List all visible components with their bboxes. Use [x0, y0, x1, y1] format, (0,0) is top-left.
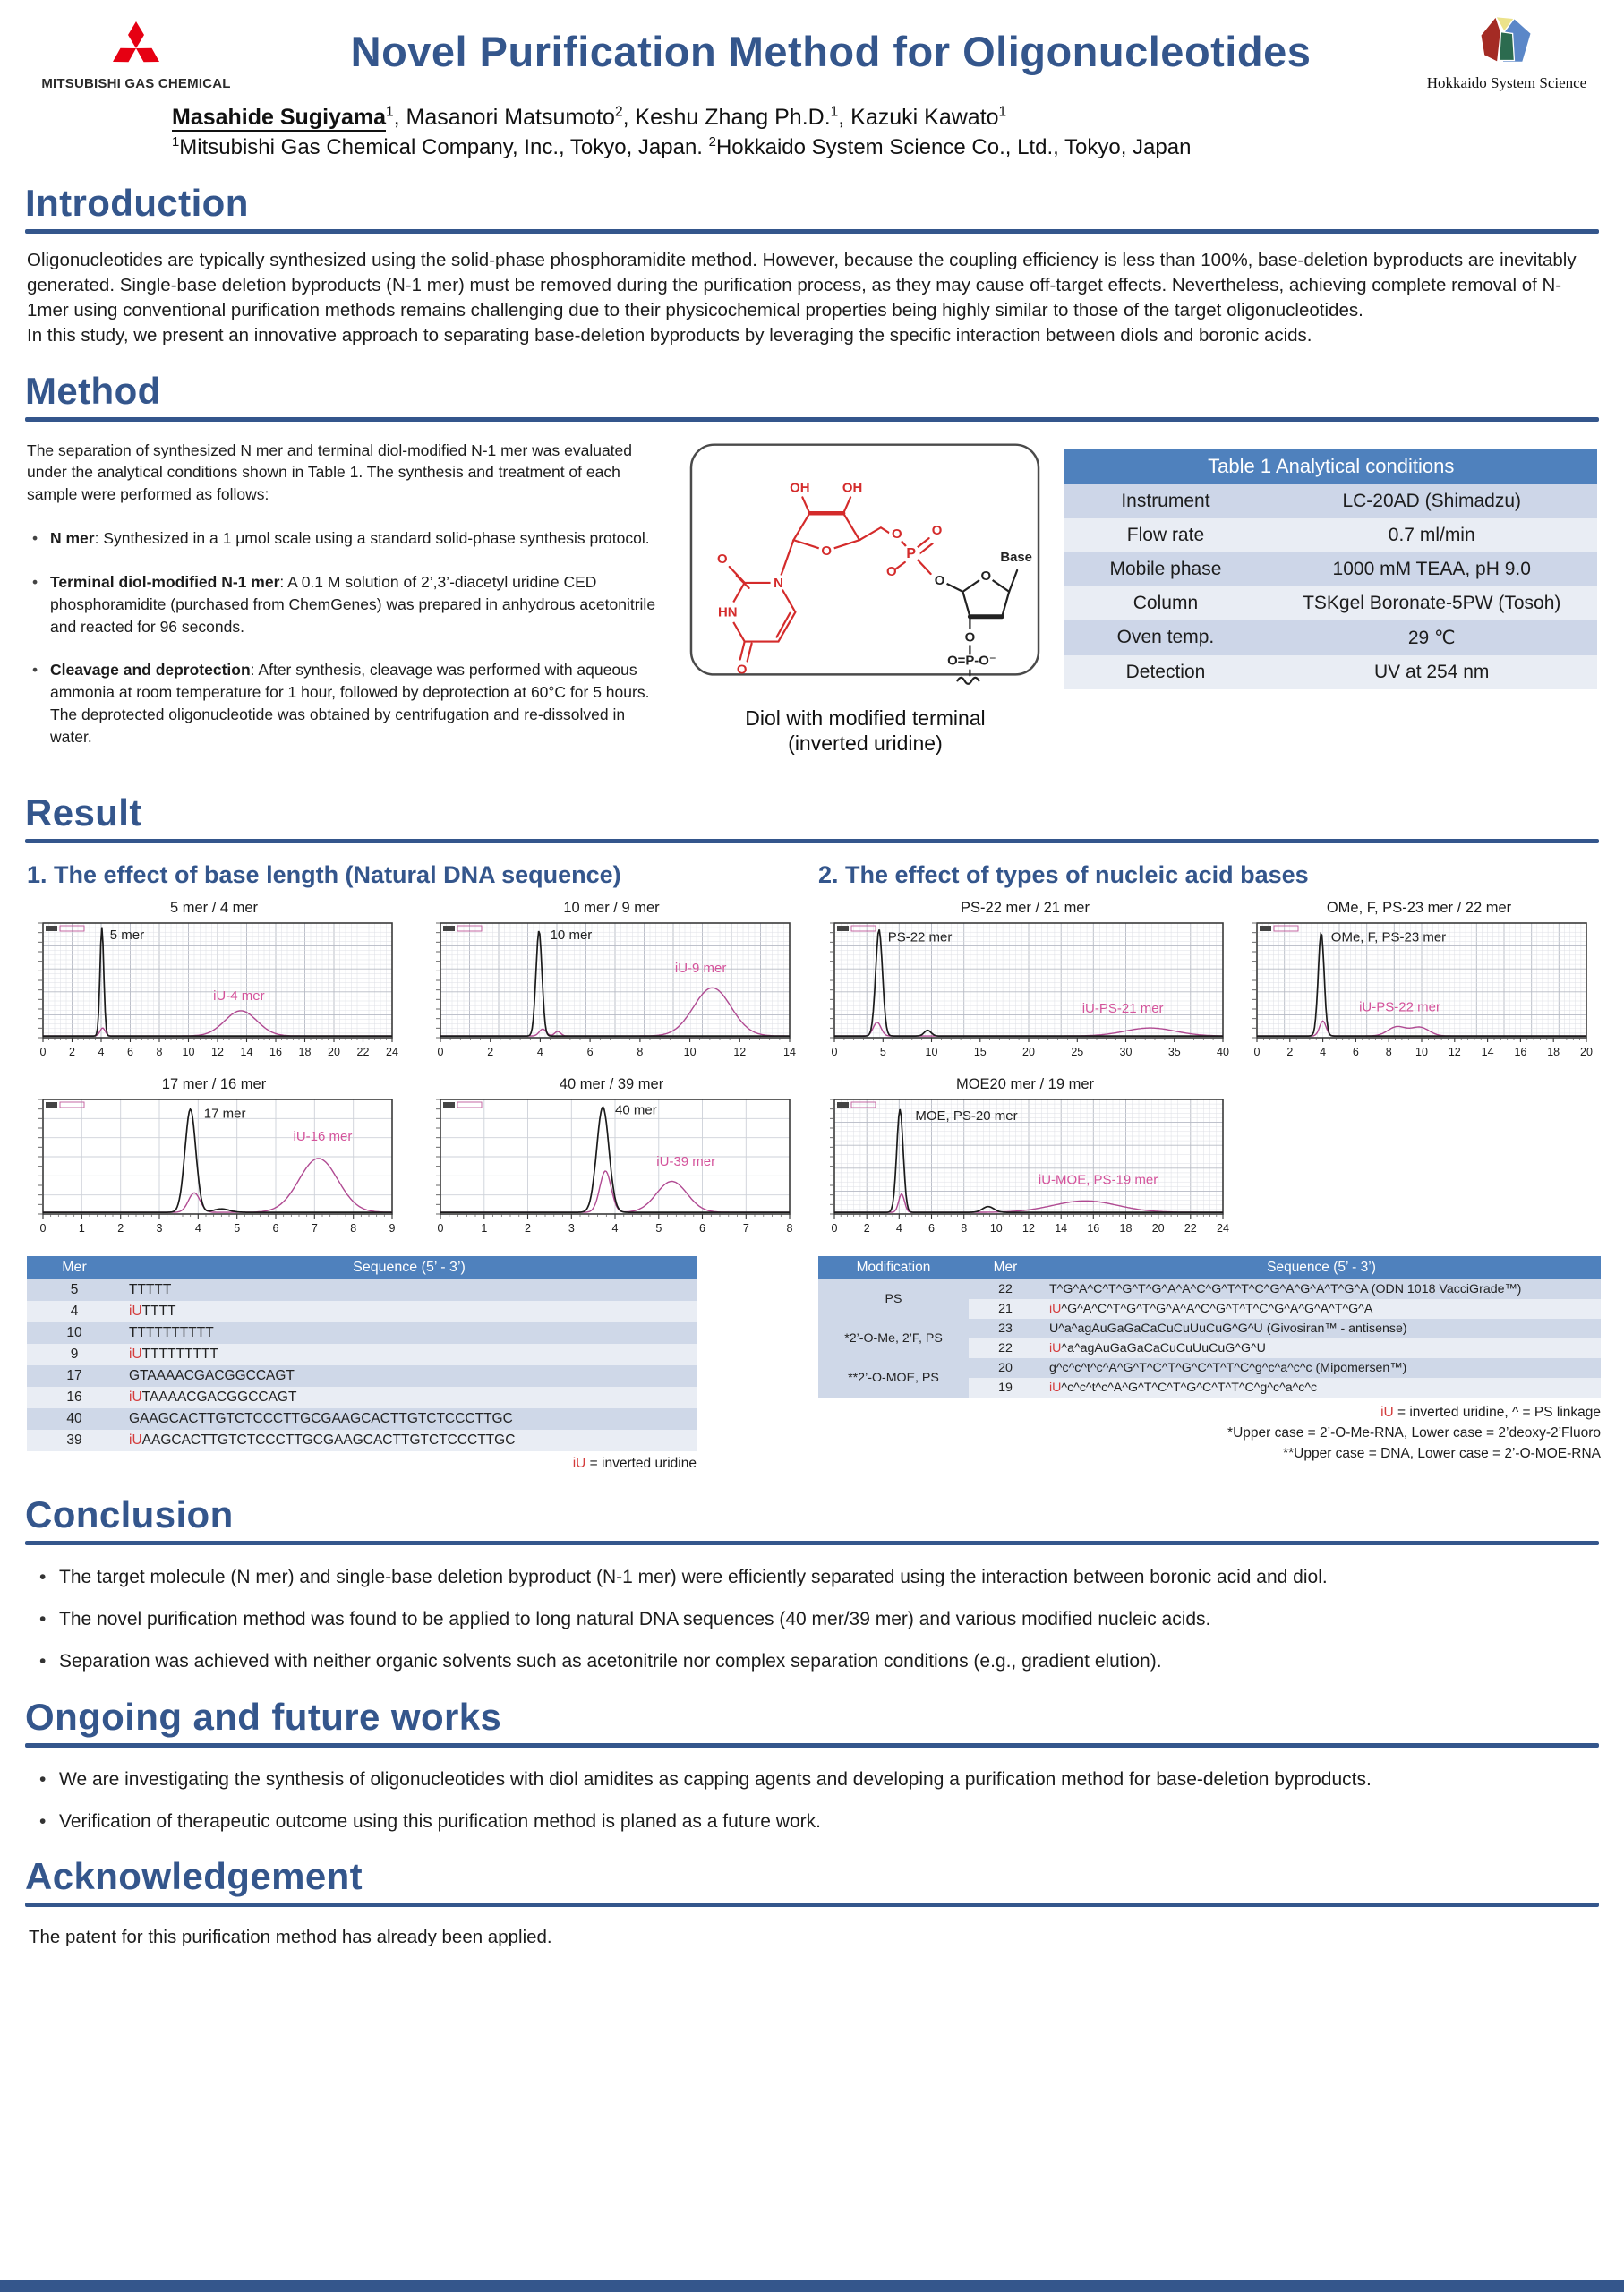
- chart-title: OMe, F, PS-23 mer / 22 mer: [1326, 899, 1512, 916]
- section-result: [0, 791, 1624, 1472]
- svg-text:22: 22: [1184, 1221, 1197, 1235]
- footnote-text: *Upper case = 2’-O-Me-RNA, Lower case = 2’deoxy-2’Fluoro: [1227, 1425, 1601, 1441]
- conclusion-heading: Conclusion: [25, 1492, 234, 1535]
- chart-title: 40 mer / 39 mer: [559, 1075, 664, 1092]
- table1-value: TSKgel Boronate-5PW (Tosoh): [1266, 586, 1597, 620]
- svg-text:22: 22: [356, 1045, 370, 1058]
- mer-cell: 16: [27, 1387, 122, 1408]
- iu-prefix: iU: [572, 1455, 586, 1471]
- chromatogram-plot: [818, 918, 1232, 1065]
- table-row: [1064, 620, 1597, 655]
- result-heading: Result: [25, 791, 142, 834]
- svg-text:Base: Base: [1000, 549, 1033, 565]
- table1-value: 29 ℃: [1266, 620, 1597, 655]
- sequence-text: GTAAAACGACGGCCAGT: [129, 1367, 295, 1383]
- affiliation-line: [172, 135, 1624, 160]
- sequence-cell: [1042, 1358, 1601, 1378]
- section-future-works: [0, 1696, 1624, 1834]
- author-name: , Keshu Zhang Ph.D.: [622, 105, 831, 130]
- chromatogram-block-ome: [1241, 900, 1597, 1065]
- svg-text:0: 0: [39, 1221, 47, 1235]
- sequence-cell: [1042, 1279, 1601, 1299]
- molecule-caption: [687, 706, 1043, 757]
- svg-text:1: 1: [78, 1221, 85, 1235]
- svg-text:4: 4: [895, 1221, 902, 1235]
- svg-text:8: 8: [156, 1045, 163, 1058]
- svg-text:0: 0: [437, 1221, 444, 1235]
- affil-sup: 1: [172, 135, 180, 150]
- iu-prefix: iU: [1049, 1340, 1062, 1356]
- table-row: [1064, 518, 1597, 552]
- acknowledgement-text: The patent for this purification method has already been applied.: [29, 1927, 552, 1948]
- svg-text:8: 8: [961, 1221, 968, 1235]
- mer-cell: 39: [27, 1430, 122, 1451]
- bullet-lead: N mer: [50, 529, 95, 548]
- chromatogram-plot: [424, 918, 799, 1065]
- svg-text:40 mer: 40 mer: [615, 1102, 657, 1118]
- svg-text:iU-4 mer: iU-4 mer: [213, 988, 265, 1004]
- footer-bar: [0, 2280, 1624, 2292]
- svg-text:6: 6: [272, 1221, 279, 1235]
- iu-prefix: iU: [1049, 1301, 1062, 1316]
- section-divider: [25, 417, 1599, 422]
- sequence-text: TTTTT: [129, 1281, 172, 1297]
- svg-text:12: 12: [1022, 1221, 1035, 1235]
- bullet-lead: Cleavage and deprotection: [50, 661, 251, 680]
- iu-prefix: iU: [129, 1432, 142, 1448]
- section-divider: [25, 1903, 1599, 1907]
- svg-text:O=P-O⁻: O=P-O⁻: [947, 652, 997, 668]
- method-bullet: [27, 527, 665, 550]
- sequence-text: ^G^A^C^T^G^T^G^A^A^C^G^T^T^C^G^A^G^A^T^G^A: [1061, 1301, 1373, 1316]
- sequence-cell: [122, 1322, 697, 1344]
- svg-text:10: 10: [182, 1045, 195, 1058]
- result-sub1-heading: 1. The effect of base length (Natural DNA sequence): [27, 860, 621, 888]
- iu-prefix: iU: [129, 1303, 142, 1319]
- svg-text:7: 7: [742, 1221, 749, 1235]
- svg-text:4: 4: [536, 1045, 543, 1058]
- sequence-text: g^c^c^t^c^A^G^T^C^T^G^C^T^T^C^g^c^a^c^c (Mipomersen™): [1049, 1360, 1407, 1375]
- svg-text:12: 12: [1448, 1045, 1461, 1058]
- svg-text:iU-16 mer: iU-16 mer: [293, 1128, 353, 1144]
- chart-title: PS-22 mer / 21 mer: [961, 899, 1090, 916]
- svg-text:iU-PS-22 mer: iU-PS-22 mer: [1359, 999, 1440, 1015]
- footnote-line: [818, 1443, 1601, 1464]
- mer-cell: 19: [969, 1378, 1042, 1398]
- future-works-bullet: • Verification of therapeutic outcome using this purification method is planed as a future work.: [36, 1809, 1588, 1834]
- svg-text:O: O: [821, 543, 833, 559]
- svg-text:2: 2: [117, 1221, 124, 1235]
- sequence-cell: [122, 1365, 697, 1387]
- column-header: Mer: [969, 1256, 1042, 1279]
- affil-text: Mitsubishi Gas Chemical Company, Inc., Tokyo, Japan.: [179, 135, 709, 159]
- svg-text:1: 1: [481, 1221, 488, 1235]
- svg-text:8: 8: [350, 1221, 357, 1235]
- table-row: [27, 1301, 697, 1322]
- svg-text:10: 10: [925, 1045, 938, 1058]
- footnote-text: = inverted uridine: [585, 1455, 697, 1471]
- svg-text:6: 6: [928, 1221, 935, 1235]
- table-row: [818, 1279, 1601, 1299]
- mer-cell: 9: [27, 1344, 122, 1365]
- chromatogram-block-40mer: [424, 1076, 799, 1242]
- molecule-figure: [687, 440, 1043, 757]
- svg-text:40: 40: [1217, 1045, 1229, 1058]
- table-row: [818, 1358, 1601, 1378]
- svg-text:6: 6: [127, 1045, 133, 1058]
- svg-text:6: 6: [1352, 1045, 1359, 1058]
- svg-text:24: 24: [386, 1045, 398, 1058]
- sequence-cell: [122, 1279, 697, 1301]
- svg-text:iU-9 mer: iU-9 mer: [674, 960, 727, 976]
- svg-text:6: 6: [699, 1221, 705, 1235]
- sequence-text: TAAAACGACGGCCAGT: [141, 1389, 297, 1405]
- modification-cell: *2’-O-Me, 2’F, PS: [818, 1319, 969, 1358]
- hokkaido-brand: [1413, 13, 1601, 92]
- chart-title: 5 mer / 4 mer: [169, 899, 259, 916]
- section-divider: [25, 229, 1599, 234]
- svg-text:7: 7: [311, 1221, 318, 1235]
- caption-line: Diol with modified terminal: [745, 706, 986, 730]
- result-base-types-column: [818, 856, 1601, 1465]
- table-row: [818, 1319, 1601, 1338]
- sequence-text: TTTTTTTTT: [141, 1346, 218, 1362]
- table1-key: Oven temp.: [1064, 620, 1266, 655]
- svg-text:3: 3: [156, 1221, 163, 1235]
- analytical-conditions-table: [1064, 449, 1597, 689]
- footnote-text: = inverted uridine, ^ = PS linkage: [1393, 1404, 1601, 1420]
- poster-header: [0, 0, 1624, 92]
- table1-value: 1000 mM TEAA, pH 9.0: [1266, 552, 1597, 586]
- svg-text:35: 35: [1167, 1045, 1181, 1058]
- chromatogram-block-ps22: [818, 900, 1232, 1065]
- mer-cell: 22: [969, 1338, 1042, 1358]
- table-row: [27, 1322, 697, 1344]
- mer-cell: 21: [969, 1299, 1042, 1319]
- table1-value: 0.7 ml/min: [1266, 518, 1597, 552]
- chromatogram-plot: [27, 1094, 401, 1242]
- svg-text:16: 16: [1514, 1045, 1527, 1058]
- future-works-list: [36, 1767, 1588, 1834]
- svg-text:O: O: [717, 551, 729, 567]
- svg-text:⁻O: ⁻O: [879, 563, 898, 579]
- svg-text:9: 9: [389, 1221, 396, 1235]
- svg-text:iU-PS-21 mer: iU-PS-21 mer: [1081, 1000, 1164, 1016]
- column-header: Sequence (5’ - 3’): [1042, 1256, 1601, 1279]
- svg-text:5: 5: [234, 1221, 241, 1235]
- svg-text:24: 24: [1217, 1221, 1229, 1235]
- sequence-cell: [122, 1408, 697, 1430]
- mer-cell: 23: [969, 1319, 1042, 1338]
- svg-text:20: 20: [1022, 1045, 1035, 1058]
- svg-text:O: O: [932, 522, 943, 538]
- svg-text:4: 4: [98, 1045, 105, 1058]
- molecule-structure-drawing: [687, 440, 1043, 694]
- iu-prefix: iU: [129, 1346, 142, 1362]
- method-bullet-list: [27, 527, 665, 748]
- section-acknowledgement: [0, 1855, 1624, 1948]
- table-row: [1064, 655, 1597, 689]
- column-header: Modification: [818, 1256, 969, 1279]
- mer-cell: 20: [969, 1358, 1042, 1378]
- bullet-text: : A 0.1 M solution of 2’,3’-diacetyl uridine CED phosphoramidite (purchased from ChemGenes) was prepared in anhydrous acetonitrile and reacted for 96 seconds.: [50, 572, 656, 636]
- column-header: Sequence (5’ - 3’): [122, 1256, 697, 1279]
- sequence-cell: [1042, 1319, 1601, 1338]
- sequence-text: TTTT: [141, 1303, 176, 1319]
- affil-text: Hokkaido System Science Co., Ltd., Tokyo, Japan: [715, 135, 1192, 159]
- chromatogram-block-10mer: [424, 900, 799, 1065]
- author-name: , Kazuki Kawato: [838, 105, 999, 130]
- table1-title: Table 1 Analytical conditions: [1064, 449, 1597, 484]
- introduction-heading: Introduction: [25, 182, 249, 224]
- footnote-text: **Upper case = DNA, Lower case = 2’-O-MOE-RNA: [1283, 1446, 1601, 1462]
- iu-prefix: iU: [1380, 1404, 1394, 1420]
- future-works-heading: Ongoing and future works: [25, 1695, 502, 1738]
- sequence-cell: [1042, 1338, 1601, 1358]
- mer-cell: 40: [27, 1408, 122, 1430]
- footnote-line: [818, 1402, 1601, 1423]
- conclusion-bullet: • Separation was achieved with neither organic solvents such as acetonitrile nor complex separation conditions (e.g., gradient elution).: [36, 1649, 1588, 1673]
- table-row: [1064, 552, 1597, 586]
- sequence-cell: [122, 1430, 697, 1451]
- svg-text:12: 12: [733, 1045, 747, 1058]
- column-header: Mer: [27, 1256, 122, 1279]
- chromatogram-block-17mer: [27, 1076, 401, 1242]
- table-row: [27, 1430, 697, 1451]
- author-sup: 1: [385, 104, 394, 120]
- svg-text:20: 20: [328, 1045, 340, 1058]
- svg-text:iU-39 mer: iU-39 mer: [656, 1153, 716, 1169]
- iu-prefix: iU: [1049, 1380, 1062, 1395]
- svg-text:2: 2: [525, 1221, 531, 1235]
- bullet-lead: Terminal diol-modified N-1 mer: [50, 572, 280, 591]
- bullet-text: : After synthesis, cleavage was performed with aqueous ammonia at room temperature for 1 hour, followed by deprotection at 60°C for 5 hours. The deprotected oligonucleotide was obtained by centrifugation and re-dissolved in water.: [50, 661, 650, 746]
- table-row: [1064, 484, 1597, 518]
- chromatogram-block-5mer: [27, 900, 401, 1065]
- chromatogram-plot: [424, 1094, 799, 1242]
- table1-key: Column: [1064, 586, 1266, 620]
- svg-text:10: 10: [1415, 1045, 1428, 1058]
- svg-text:OH: OH: [842, 479, 863, 495]
- section-divider: [25, 839, 1599, 843]
- sequence-cell: [122, 1344, 697, 1365]
- svg-text:20: 20: [1151, 1221, 1165, 1235]
- author-sup: 2: [614, 104, 623, 120]
- poster-title: Novel Purification Method for Oligonucleotides: [350, 28, 1312, 75]
- sequence-text: GAAGCACTTGTCTCCCTTGCGAAGCACTTGTCTCCCTTGC: [129, 1410, 513, 1426]
- svg-text:3: 3: [568, 1221, 575, 1235]
- method-bullet: [27, 571, 665, 638]
- svg-text:O: O: [737, 661, 748, 677]
- svg-text:4: 4: [194, 1221, 201, 1235]
- caption-line: (inverted uridine): [788, 731, 943, 756]
- table-row: [27, 1365, 697, 1387]
- method-text: [27, 440, 665, 770]
- svg-text:4: 4: [611, 1221, 619, 1235]
- result-sub2-heading: 2. The effect of types of nucleic acid bases: [818, 860, 1309, 888]
- sequence-text: AAGCACTTGTCTCCCTTGCGAAGCACTTGTCTCCCTTGC: [141, 1432, 516, 1448]
- section-divider: [25, 1743, 1599, 1748]
- mitsubishi-brand: [23, 13, 249, 91]
- svg-text:10: 10: [989, 1221, 1003, 1235]
- table1-key: Detection: [1064, 655, 1266, 689]
- svg-text:MOE, PS-20 mer: MOE, PS-20 mer: [915, 1108, 1018, 1124]
- svg-text:14: 14: [783, 1045, 796, 1058]
- svg-text:10: 10: [683, 1045, 697, 1058]
- svg-text:5 mer: 5 mer: [109, 927, 145, 943]
- svg-text:8: 8: [786, 1221, 793, 1235]
- section-method: [0, 370, 1624, 770]
- svg-text:5: 5: [879, 1045, 886, 1058]
- svg-text:4: 4: [1320, 1045, 1327, 1058]
- mer-cell: 22: [969, 1279, 1042, 1299]
- section-introduction: [0, 182, 1624, 348]
- conclusion-list: [36, 1565, 1588, 1674]
- svg-text:O: O: [965, 629, 976, 646]
- svg-text:0: 0: [831, 1045, 838, 1058]
- introduction-paragraph: In this study, we present an innovative approach to separating base-deletion byproducts by leveraging the specific interaction between diols and boronic acids.: [27, 324, 1312, 346]
- chromatogram-block-moe: [818, 1076, 1232, 1242]
- table-right-footnotes: [818, 1402, 1601, 1465]
- svg-text:5: 5: [655, 1221, 662, 1235]
- table-row: [1064, 586, 1597, 620]
- section-divider: [25, 1541, 1599, 1545]
- first-author: Masahide Sugiyama: [172, 105, 386, 130]
- section-conclusion: [0, 1493, 1624, 1674]
- iu-prefix: iU: [129, 1389, 142, 1405]
- svg-text:HN: HN: [718, 604, 738, 620]
- mitsubishi-brand-name: MITSUBISHI GAS CHEMICAL: [41, 76, 231, 91]
- sequence-text: ^c^c^t^c^A^G^T^C^T^G^C^T^T^C^g^c^a^c^c: [1061, 1380, 1318, 1395]
- author-block: [172, 105, 1624, 160]
- svg-text:N: N: [774, 575, 784, 591]
- svg-text:2: 2: [69, 1045, 75, 1058]
- hokkaido-logo-icon: [1413, 13, 1601, 71]
- sequence-text: T^G^A^C^T^G^T^G^A^A^C^G^T^T^C^G^A^G^A^T^G^A (ODN 1018 VacciGrade™): [1049, 1281, 1522, 1296]
- table-row: [27, 1344, 697, 1365]
- svg-text:OMe, F, PS-23 mer: OMe, F, PS-23 mer: [1330, 929, 1447, 945]
- svg-text:15: 15: [973, 1045, 987, 1058]
- svg-text:2: 2: [863, 1221, 870, 1235]
- affil-sup: 2: [708, 135, 716, 150]
- svg-text:10 mer: 10 mer: [550, 927, 593, 943]
- table-row: [27, 1387, 697, 1408]
- mer-cell: 4: [27, 1301, 122, 1322]
- author-line: [172, 105, 1624, 131]
- svg-text:PS-22 mer: PS-22 mer: [887, 929, 953, 945]
- svg-text:20: 20: [1580, 1045, 1593, 1058]
- svg-text:8: 8: [1385, 1045, 1392, 1058]
- acknowledgement-heading: Acknowledgement: [25, 1855, 363, 1898]
- table1-value: UV at 254 nm: [1266, 655, 1597, 689]
- chromatogram-plot: [1241, 918, 1597, 1065]
- future-works-bullet: • We are investigating the synthesis of oligonucleotides with diol amidites as capping agents and developing a purification method for base-deletion byproducts.: [36, 1767, 1588, 1792]
- method-intro: The separation of synthesized N mer and terminal diol-modified N-1 mer was evaluated under the analytical conditions shown in Table 1. The synthesis and treatment of each sample were performed as follows:: [27, 440, 633, 504]
- svg-text:30: 30: [1119, 1045, 1133, 1058]
- sequence-cell: [1042, 1378, 1601, 1398]
- mitsubishi-logo-icon: [23, 16, 249, 73]
- svg-text:18: 18: [1547, 1045, 1560, 1058]
- mer-cell: 10: [27, 1322, 122, 1344]
- sequence-text: U^a^agAuGaGaCaCuCuUuCuG^G^U (Givosiran™ - antisense): [1049, 1321, 1407, 1336]
- sequence-cell: [122, 1387, 697, 1408]
- table1-key: Mobile phase: [1064, 552, 1266, 586]
- svg-text:12: 12: [211, 1045, 224, 1058]
- svg-text:18: 18: [1119, 1221, 1133, 1235]
- svg-text:0: 0: [831, 1221, 838, 1235]
- svg-text:O: O: [935, 572, 945, 588]
- svg-text:2: 2: [1286, 1045, 1294, 1058]
- modification-cell: **2’-O-MOE, PS: [818, 1358, 969, 1398]
- table1-value: LC-20AD (Shimadzu): [1266, 484, 1597, 518]
- svg-text:0: 0: [437, 1045, 444, 1058]
- conclusion-bullet: • The novel purification method was found to be applied to long natural DNA sequences (40 mer/39 mer) and various modified nucleic acids.: [36, 1607, 1588, 1631]
- method-bullet: [27, 659, 665, 748]
- table1-key: Flow rate: [1064, 518, 1266, 552]
- svg-text:14: 14: [1055, 1221, 1068, 1235]
- method-heading: Method: [25, 369, 161, 412]
- svg-text:6: 6: [586, 1045, 594, 1058]
- svg-text:14: 14: [1481, 1045, 1494, 1058]
- sequence-table-left: [27, 1256, 697, 1451]
- table-row: [27, 1279, 697, 1301]
- sequence-table-right: [818, 1256, 1601, 1398]
- svg-text:14: 14: [240, 1045, 253, 1058]
- hokkaido-brand-name: Hokkaido System Science: [1426, 74, 1587, 91]
- svg-text:8: 8: [637, 1045, 644, 1058]
- sequence-cell: [122, 1301, 697, 1322]
- svg-text:0: 0: [39, 1045, 47, 1058]
- conclusion-bullet: • The target molecule (N mer) and single-base deletion byproduct (N-1 mer) were efficiently separated using the interaction between boronic acid and diol.: [36, 1565, 1588, 1589]
- chart-title: 10 mer / 9 mer: [563, 899, 660, 916]
- table1-key: Instrument: [1064, 484, 1266, 518]
- result-base-length-column: [27, 856, 799, 1472]
- svg-text:25: 25: [1071, 1045, 1084, 1058]
- author-sup: 1: [830, 104, 839, 120]
- svg-text:18: 18: [298, 1045, 312, 1058]
- author-name: , Masanori Matsumoto: [393, 105, 615, 130]
- svg-text:OH: OH: [790, 479, 810, 495]
- bullet-text: : Synthesized in a 1 μmol scale using a standard solid-phase synthesis protocol.: [94, 529, 650, 548]
- sequence-cell: [1042, 1299, 1601, 1319]
- chromatogram-plot: [27, 918, 401, 1065]
- chart-title: MOE20 mer / 19 mer: [955, 1075, 1095, 1092]
- svg-text:iU-MOE, PS-19 mer: iU-MOE, PS-19 mer: [1038, 1172, 1158, 1188]
- chromatogram-plot: [818, 1094, 1232, 1242]
- author-sup: 1: [998, 104, 1007, 120]
- introduction-paragraph: Oligonucleotides are typically synthesized using the solid-phase phosphoramidite method. However, because the coupling efficiency is less than 100%, base-deletion byproducts are inevitably generated. Single-base deletion byproducts (N-1 mer) must be removed during the purification process, as they may cause off-target effects. Nevertheless, achieving complete removal of N-1mer using conventional purification methods remains challenging due to their physicochemical properties being highly similar to those of the target oligonucleotides.: [27, 250, 1577, 321]
- svg-text:O: O: [980, 568, 992, 584]
- table-left-footnote: [27, 1456, 697, 1472]
- svg-text:16: 16: [1087, 1221, 1100, 1235]
- footnote-line: [818, 1423, 1601, 1443]
- svg-text:P: P: [906, 545, 917, 561]
- modification-cell: PS: [818, 1279, 969, 1319]
- mer-cell: 5: [27, 1279, 122, 1301]
- svg-text:0: 0: [1253, 1045, 1261, 1058]
- table-row: [27, 1408, 697, 1430]
- svg-text:O: O: [892, 526, 903, 542]
- svg-text:2: 2: [487, 1045, 494, 1058]
- chart-title: 17 mer / 16 mer: [161, 1075, 267, 1092]
- sequence-text: TTTTTTTTTT: [129, 1324, 214, 1340]
- mer-cell: 17: [27, 1365, 122, 1387]
- sequence-text: ^a^agAuGaGaCaCuCuUuCuG^G^U: [1061, 1340, 1266, 1356]
- svg-text:17 mer: 17 mer: [203, 1106, 246, 1122]
- svg-text:16: 16: [269, 1045, 282, 1058]
